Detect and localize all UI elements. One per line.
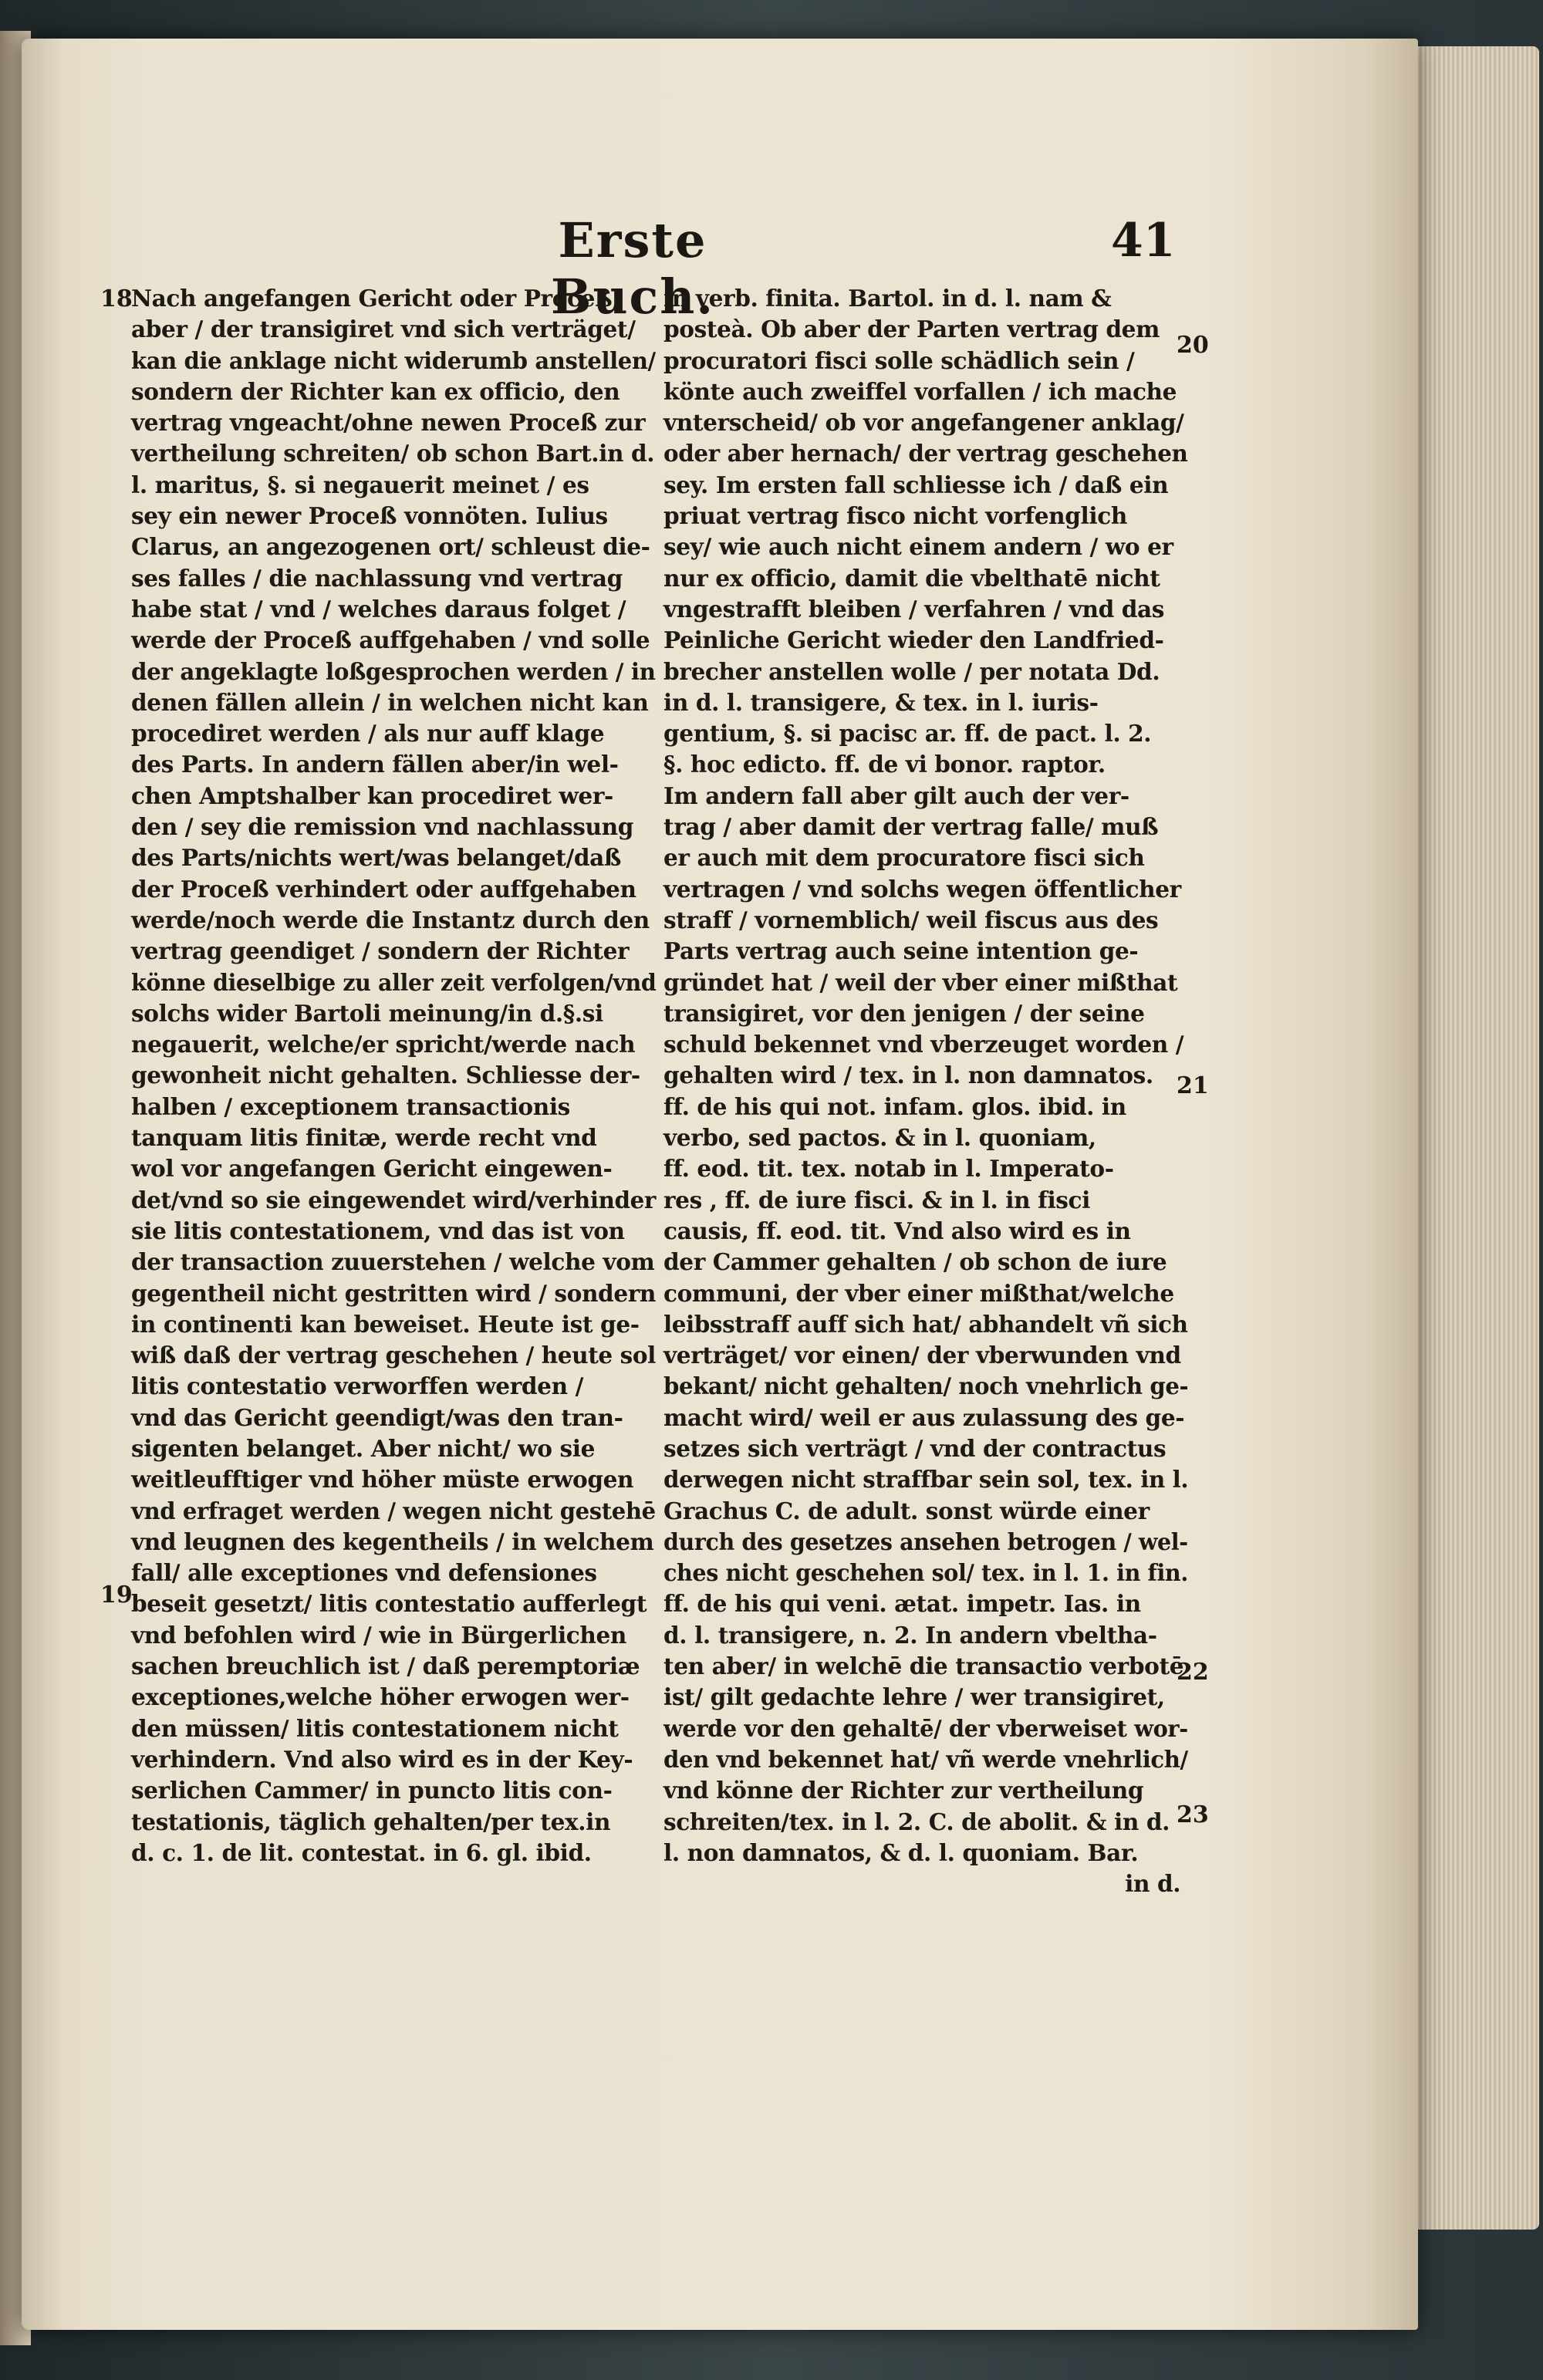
text-line: den / sey die remission vnd nachlassung xyxy=(131,814,633,842)
text-line: oder aber hernach/ der vertrag geschehen xyxy=(663,441,1188,468)
text-line: sondern der Richter kan ex officio, den xyxy=(131,378,620,406)
left-text-column xyxy=(131,284,663,1869)
text-line: sey ein newer Proceß vonnöten. Iulius xyxy=(131,503,608,531)
text-line: ff. de his qui not. infam. glos. ibid. in xyxy=(663,1093,1126,1121)
text-line: gründet hat / weil der vber einer mißthat xyxy=(663,969,1178,997)
text-line: vnd das Gericht geendigt/was den tran- xyxy=(131,1404,623,1432)
text-line: Nach angefangen Gericht oder Proceß xyxy=(131,285,613,312)
text-line: den müssen/ litis contestationem nicht xyxy=(131,1715,619,1743)
text-line: der Cammer gehalten / ob schon de iure xyxy=(663,1249,1167,1277)
text-line: macht wird/ weil er aus zulassung des ge- xyxy=(663,1404,1185,1432)
margin-number-20: 20 xyxy=(1177,332,1209,359)
text-line: vertheilung schreiten/ ob schon Bart.in d. xyxy=(131,441,655,468)
text-line: werde vor den gehaltē/ der vberweiset wor- xyxy=(663,1715,1188,1743)
text-line: §. hoc edicto. ff. de vi bonor. raptor. xyxy=(663,751,1106,779)
text-line: derwegen nicht straffbar sein sol, tex. in l. xyxy=(663,1467,1189,1494)
text-line: ses falles / die nachlassung vnd vertrag xyxy=(131,565,623,592)
text-line: d. l. transigere, n. 2. In andern vbeltha- xyxy=(663,1622,1157,1649)
text-line: halben / exceptionem transactionis xyxy=(131,1093,570,1121)
text-line: Parts vertrag auch seine intention ge- xyxy=(663,938,1139,966)
text-line: sey. Im ersten fall schliesse ich / daß ein xyxy=(663,471,1169,499)
text-line: aber / der transigiret vnd sich verträget/ xyxy=(131,316,636,344)
text-line: vnd erfraget werden / wegen nicht gestehē xyxy=(131,1497,656,1525)
text-line: priuat vertrag fisco nicht vorfenglich xyxy=(663,503,1127,531)
running-head: Erste Buch. xyxy=(551,212,714,325)
text-line: vertrag vngeacht/ohne newen Proceß zur xyxy=(131,410,646,437)
text-line: trag / aber damit der vertrag falle/ muß xyxy=(663,814,1159,842)
text-line: könte auch zweiffel vorfallen / ich mache xyxy=(663,378,1177,406)
text-line: ff. de his qui veni. ætat. impetr. Ias. in xyxy=(663,1591,1141,1619)
text-line: Im andern fall aber gilt auch der ver- xyxy=(663,782,1129,810)
text-line: solchs wider Bartoli meinung/in d.§.si xyxy=(131,1000,603,1028)
text-line: procediret werden / als nur auff klage xyxy=(131,721,605,748)
text-line: procuratori fisci solle schädlich sein / xyxy=(663,347,1135,375)
text-line: brecher anstellen wolle / per notata Dd. xyxy=(663,658,1160,686)
text-line: verhindern. Vnd also wird es in der Key- xyxy=(131,1746,633,1774)
text-line: vnterscheid/ ob vor angefangener anklag/ xyxy=(663,410,1184,437)
margin-number-18: 18 xyxy=(100,285,133,312)
text-line: wiß daß der vertrag geschehen / heute sol xyxy=(131,1342,656,1370)
text-line: sachen breuchlich ist / daß peremptoriæ xyxy=(131,1653,640,1681)
text-line: fall/ alle exceptiones vnd defensiones xyxy=(131,1560,597,1588)
text-line: exceptiones,welche höher erwogen wer- xyxy=(131,1684,630,1712)
text-line: verträget/ vor einen/ der vberwunden vnd xyxy=(663,1342,1181,1370)
text-line: werde/noch werde die Instantz durch den xyxy=(131,906,650,934)
text-line: Grachus C. de adult. sonst würde einer xyxy=(663,1497,1150,1525)
text-line: weitleufftiger vnd höher müste erwogen xyxy=(131,1467,634,1494)
text-line: der angeklagte loßgesprochen werden / in xyxy=(131,658,656,686)
text-line: er auch mit dem procuratore fisci sich xyxy=(663,845,1145,873)
text-line: ten aber/ in welchē die transactio verbotē xyxy=(663,1653,1184,1681)
text-line: sie litis contestationem, vnd das ist von xyxy=(131,1217,625,1245)
text-line: l. maritus, §. si negauerit meinet / es xyxy=(131,471,589,499)
text-line: habe stat / vnd / welches daraus folget / xyxy=(131,596,626,623)
catchword: in d. xyxy=(1125,1871,1181,1899)
text-line: beseit gesetzt/ litis contestatio aufferlegt xyxy=(131,1591,647,1619)
text-line: des Parts. In andern fällen aber/in wel- xyxy=(131,751,619,779)
text-line: vnd könne der Richter zur vertheilung xyxy=(663,1777,1144,1805)
text-line: nur ex officio, damit die vbelthatē nicht xyxy=(663,565,1160,592)
text-line: verbo, sed pactos. & in l. quoniam, xyxy=(663,1125,1096,1153)
text-line: communi, der vber einer mißthat/welche xyxy=(663,1280,1174,1308)
text-line: transigiret, vor den jenigen / der seine xyxy=(663,1000,1145,1028)
text-line: der Proceß verhindert oder auffgehaben xyxy=(131,876,636,903)
text-line: kan die anklage nicht widerumb anstellen/ xyxy=(131,347,656,375)
text-line: in continenti kan beweiset. Heute ist ge- xyxy=(131,1311,640,1339)
page-number: 41 xyxy=(1111,214,1176,268)
text-line: serlichen Cammer/ in puncto litis con- xyxy=(131,1777,613,1805)
text-line: gewonheit nicht gehalten. Schliesse der- xyxy=(131,1062,640,1090)
text-line: durch des gesetzes ansehen betrogen / wel- xyxy=(663,1528,1188,1556)
text-line: Peinliche Gericht wieder den Landfried- xyxy=(663,627,1164,655)
text-line: vertragen / vnd solchs wegen öffentlicher xyxy=(663,876,1181,903)
text-line: det/vnd so sie eingewendet wird/verhinder xyxy=(131,1187,656,1214)
text-line: schreiten/tex. in l. 2. C. de abolit. & in d. xyxy=(663,1808,1170,1836)
page-block-edges xyxy=(1412,46,1539,2230)
text-line: könne dieselbige zu aller zeit verfolgen/vnd xyxy=(131,969,657,997)
margin-number-22: 22 xyxy=(1177,1659,1209,1686)
text-line: testationis, täglich gehalten/per tex.in xyxy=(131,1808,611,1836)
text-line: tanquam litis finitæ, werde recht vnd xyxy=(131,1125,597,1153)
text-line: d. c. 1. de lit. contestat. in 6. gl. ibid. xyxy=(131,1839,592,1867)
text-line: gehalten wird / tex. in l. non damnatos. xyxy=(663,1062,1153,1090)
text-line: ist/ gilt gedachte lehre / wer transigiret, xyxy=(663,1684,1165,1712)
margin-number-19: 19 xyxy=(100,1582,133,1609)
margin-number-23: 23 xyxy=(1177,1801,1209,1828)
text-line: l. non damnatos, & d. l. quoniam. Bar. xyxy=(663,1839,1139,1867)
text-line: vnd befohlen wird / wie in Bürgerlichen xyxy=(131,1622,627,1649)
text-line: Clarus, an angezogenen ort/ schleust die- xyxy=(131,534,650,562)
text-line: chen Amptshalber kan procediret wer- xyxy=(131,782,613,810)
text-line: des Parts/nichts wert/was belanget/daß xyxy=(131,845,621,873)
text-line: den vnd bekennet hat/ vñ werde vnehrlich/ xyxy=(663,1746,1188,1774)
text-line: ff. eod. tit. tex. notab in l. Imperato- xyxy=(663,1156,1114,1183)
text-line: sey/ wie auch nicht einem andern / wo er xyxy=(663,534,1173,562)
text-line: bekant/ nicht gehalten/ noch vnehrlich ge- xyxy=(663,1373,1189,1401)
text-line: ches nicht geschehen sol/ tex. in l. 1. in fin. xyxy=(663,1560,1188,1588)
text-line: posteà. Ob aber der Parten vertrag dem xyxy=(663,316,1160,344)
text-line: vngestrafft bleiben / verfahren / vnd das xyxy=(663,596,1165,623)
text-line: vnd leugnen des kegentheils / in welchem xyxy=(131,1528,654,1556)
text-line: in d. l. transigere, & tex. in l. iuris- xyxy=(663,689,1099,717)
text-line: straff / vornemblich/ weil fiscus aus des xyxy=(663,906,1159,934)
text-line: in verb. finita. Bartol. in d. l. nam & xyxy=(663,285,1112,312)
text-line: gegentheil nicht gestritten wird / sondern xyxy=(131,1280,657,1308)
text-line: denen fällen allein / in welchen nicht kan xyxy=(131,689,649,717)
text-line: leibsstraff auff sich hat/ abhandelt vñ sich xyxy=(663,1311,1188,1339)
text-line: litis contestatio verworffen werden / xyxy=(131,1373,584,1401)
margin-number-21: 21 xyxy=(1177,1072,1209,1099)
text-line: setzes sich verträgt / vnd der contractus xyxy=(663,1435,1167,1463)
text-line: causis, ff. eod. tit. Vnd also wird es in xyxy=(663,1217,1131,1245)
text-line: sigenten belanget. Aber nicht/ wo sie xyxy=(131,1435,596,1463)
text-line: schuld bekennet vnd vberzeuget worden / xyxy=(663,1031,1184,1059)
right-text-column xyxy=(663,284,1196,1900)
text-line: negauerit, welche/er spricht/werde nach xyxy=(131,1031,636,1059)
text-line: vertrag geendiget / sondern der Richter xyxy=(131,938,630,966)
text-line: res , ff. de iure fisci. & in l. in fisci xyxy=(663,1187,1090,1214)
text-line: werde der Proceß auffgehaben / vnd solle xyxy=(131,627,650,655)
text-line: gentium, §. si pacisc ar. ff. de pact. l. 2. xyxy=(663,721,1152,748)
text-line: der transaction zuuerstehen / welche vom xyxy=(131,1249,655,1277)
text-line: wol vor angefangen Gericht eingewen- xyxy=(131,1156,613,1183)
